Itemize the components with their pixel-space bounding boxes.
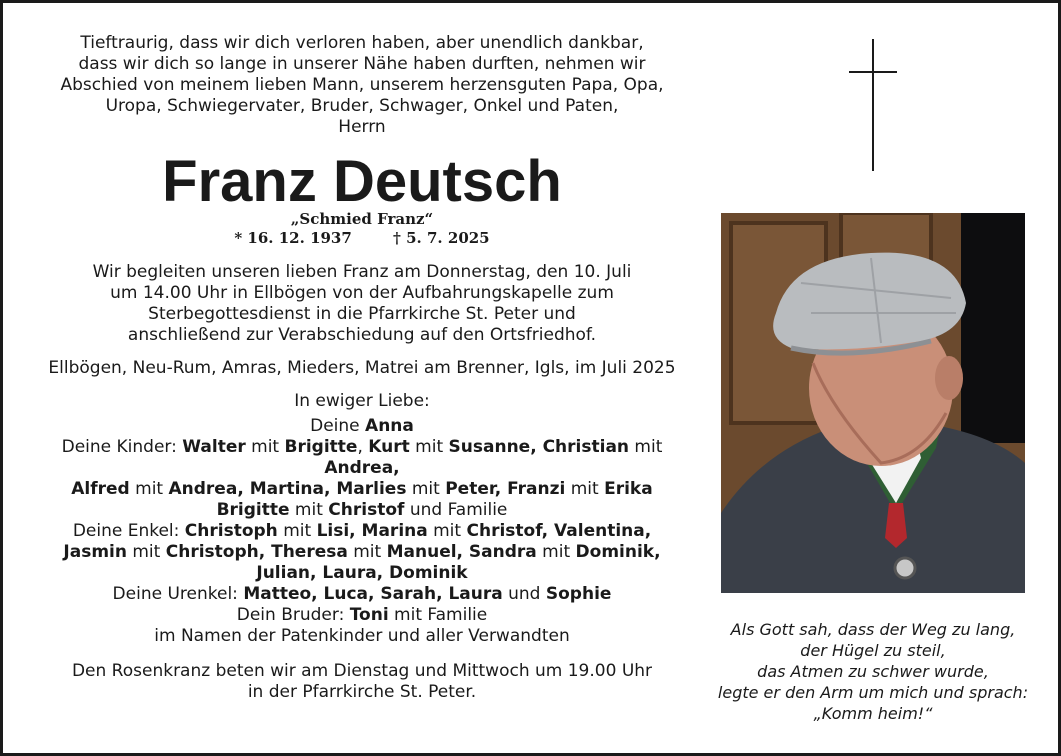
great-grandchildren-line: Deine Urenkel: Matteo, Luca, Sarah, Laura und Sophie — [112, 584, 612, 604]
children-line: Alfred mit Andrea, Martina, Marlies mit Peter, Franzi mit Erika — [71, 479, 653, 499]
deceased-name: Franz Deutsch — [162, 149, 562, 214]
death-date: † 5. 7. 2025 — [393, 229, 490, 247]
mourners-list — [23, 416, 701, 647]
portrait-illustration — [721, 213, 1025, 593]
intro-line: Uropa, Schwiegervater, Bruder, Schwager, Onkel und Paten, — [105, 96, 619, 116]
poem — [693, 619, 1053, 724]
poem-line: legte er den Arm um mich und sprach: — [717, 683, 1029, 702]
wife-line: Deine Anna — [310, 416, 414, 436]
poem-line: Als Gott sah, dass der Weg zu lang, — [730, 620, 1016, 639]
poem-line: der Hügel zu steil, — [800, 641, 946, 660]
children-line: Brigitte mit Christof und Familie — [216, 500, 508, 520]
rosary-line: in der Pfarrkirche St. Peter. — [247, 682, 477, 702]
portrait-photo — [721, 213, 1025, 593]
funeral-line: anschließend zur Verabschiedung auf den Ortsfriedhof. — [127, 325, 597, 345]
deceased-nickname: „Schmied Franz“ — [290, 210, 434, 228]
intro-line: dass wir dich so lange in unserer Nähe haben durften, nehmen wir — [78, 54, 646, 74]
intro-line: Tieftraurig, dass wir dich verloren haben, aber unendlich dankbar, — [80, 33, 644, 53]
life-dates — [23, 228, 701, 248]
places-and-date: Ellbögen, Neu-Rum, Amras, Mieders, Matrei am Brenner, Igls, im Juli 2025 — [48, 358, 676, 378]
cross-icon — [849, 39, 899, 171]
relatives-line: im Namen der Patenkinder und aller Verwandten — [154, 626, 570, 646]
funeral-line: Wir begleiten unseren lieben Franz am Donnerstag, den 10. Juli — [92, 262, 632, 282]
intro-line: Herrn — [338, 117, 386, 137]
intro-text — [23, 33, 701, 138]
grandchildren-line: Jasmin mit Christoph, Theresa mit Manuel, Sandra mit Dominik, — [63, 542, 661, 562]
rosary-line: Den Rosenkranz beten wir am Dienstag und Mittwoch um 19.00 Uhr — [71, 661, 653, 681]
funeral-line: um 14.00 Uhr in Ellbögen von der Aufbahrungskapelle zum — [110, 283, 614, 303]
funeral-announcement — [23, 262, 701, 346]
intro-line: Abschied von meinem lieben Mann, unserem herzensguten Papa, Opa, — [60, 75, 664, 95]
funeral-line: Sterbegottesdienst in die Pfarrkirche St. Peter und — [148, 304, 576, 324]
grandchildren-line: Deine Enkel: Christoph mit Lisi, Marina mit Christof, Valentina, — [72, 521, 652, 541]
poem-line: „Komm heim!“ — [813, 704, 933, 723]
grandchildren-line: Julian, Laura, Dominik — [256, 563, 468, 583]
rosary-announcement — [23, 661, 701, 703]
children-line: Deine Kinder: Walter mit Brigitte, Kurt mit Susanne, Christian mit Andrea, — [61, 437, 663, 478]
poem-line: das Atmen zu schwer wurde, — [757, 662, 989, 681]
birth-date: * 16. 12. 1937 — [234, 229, 352, 247]
brother-line: Dein Bruder: Toni mit Familie — [236, 605, 488, 625]
obituary-text-column — [23, 33, 701, 703]
in-eternal-love: In ewiger Liebe: — [294, 391, 430, 411]
